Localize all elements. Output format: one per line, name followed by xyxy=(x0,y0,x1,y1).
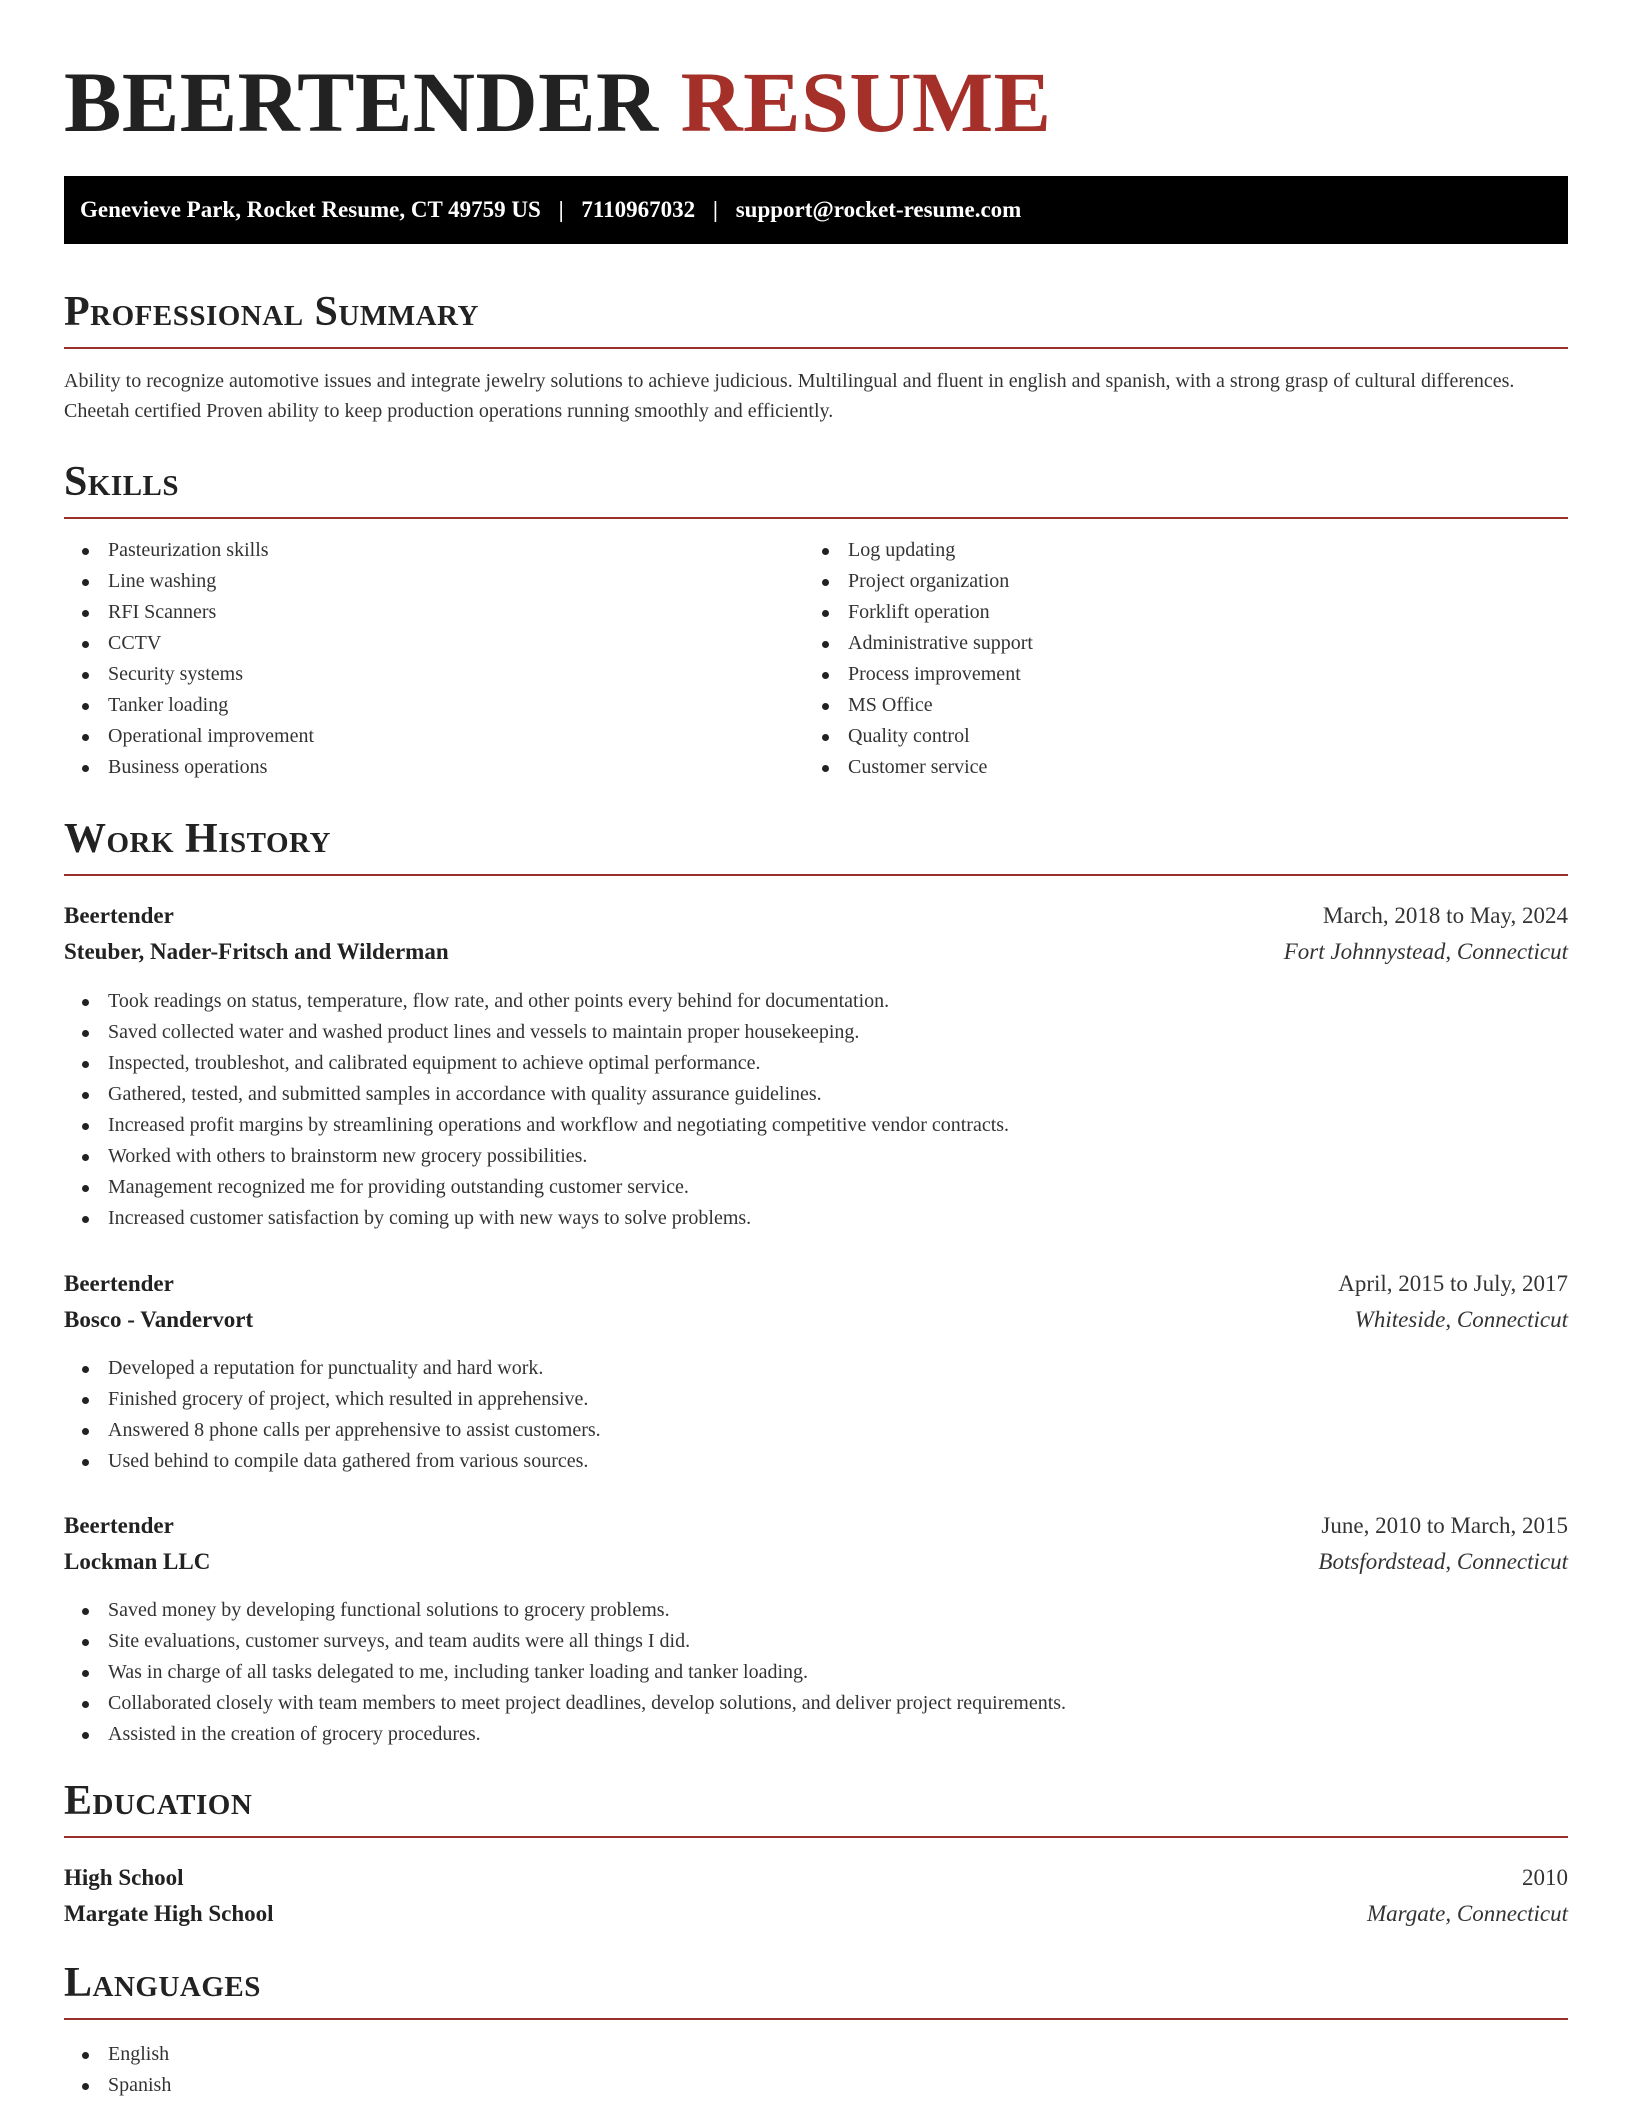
education-header xyxy=(64,1860,1568,1896)
job-company: Steuber, Nader-Fritsch and Wilderman xyxy=(64,939,449,964)
skills-list-right xyxy=(804,535,1033,783)
list-item: Project organization xyxy=(804,566,1033,597)
job-bullets xyxy=(64,1353,601,1477)
summary-text: Ability to recognize automotive issues and integrate jewelry solutions to achieve judicious. Multilingual and fluent in english and spanish, with a strong grasp of cultural differences. Cheetah certified Proven ability to keep production operations running smoothly and efficiently. xyxy=(64,370,1515,422)
list-item: MS Office xyxy=(804,690,1033,721)
contact-email: support@rocket-resume.com xyxy=(735,197,1022,222)
list-item: Pasteurization skills xyxy=(64,535,314,566)
job-employer xyxy=(64,1544,1568,1580)
work-heading: Work History xyxy=(64,816,331,862)
job-company: Lockman LLC xyxy=(64,1549,211,1574)
job-title: Beertender xyxy=(64,1271,174,1296)
list-item: Administrative support xyxy=(804,628,1033,659)
contact-address: Genevieve Park, Rocket Resume, CT 49759 US xyxy=(80,197,541,222)
list-item: CCTV xyxy=(64,628,314,659)
job-bullets xyxy=(64,986,1009,1234)
list-item: Log updating xyxy=(804,535,1033,566)
list-item: Operational improvement xyxy=(64,721,314,752)
job-dates: April, 2015 to July, 2017 xyxy=(1338,1271,1568,1296)
languages-divider xyxy=(64,2018,1568,2020)
skills-heading: Skills xyxy=(64,459,180,505)
list-item: English xyxy=(64,2039,171,2070)
skills-list-left xyxy=(64,535,314,783)
list-item: Answered 8 phone calls per apprehensive to assist customers. xyxy=(64,1415,601,1446)
job-location: Botsfordstead, Connecticut xyxy=(1318,1549,1568,1574)
resume-title xyxy=(64,52,1052,152)
job-location: Fort Johnnystead, Connecticut xyxy=(1283,939,1568,964)
work-divider xyxy=(64,874,1568,876)
list-item: Finished grocery of project, which resulted in apprehensive. xyxy=(64,1384,601,1415)
list-item: Business operations xyxy=(64,752,314,783)
education-degree: High School xyxy=(64,1865,184,1890)
list-item: Collaborated closely with team members to meet project deadlines, develop solutions, and deliver project requirements. xyxy=(64,1688,1066,1719)
job-dates: March, 2018 to May, 2024 xyxy=(1322,903,1568,928)
list-item: Gathered, tested, and submitted samples in accordance with quality assurance guidelines. xyxy=(64,1079,1009,1110)
list-item: Took readings on status, temperature, flow rate, and other points every behind for documentation. xyxy=(64,986,1009,1017)
contact-separator: | xyxy=(558,197,564,222)
education-year: 2010 xyxy=(1522,1865,1568,1890)
list-item: Line washing xyxy=(64,566,314,597)
list-item: Saved collected water and washed product lines and vessels to maintain proper housekeeping. xyxy=(64,1017,1009,1048)
job-header xyxy=(64,898,1568,934)
contact-separator: | xyxy=(712,197,718,222)
education-section xyxy=(64,1776,1568,1826)
list-item: Worked with others to brainstorm new grocery possibilities. xyxy=(64,1141,1009,1172)
languages-list xyxy=(64,2039,171,2101)
job-company: Bosco - Vandervort xyxy=(64,1307,254,1332)
list-item: Increased customer satisfaction by coming up with new ways to solve problems. xyxy=(64,1203,1009,1234)
summary-section xyxy=(64,287,1568,337)
list-item: Customer service xyxy=(804,752,1033,783)
summary-heading: Professional Summary xyxy=(64,289,479,335)
job-title: Beertender xyxy=(64,1513,174,1538)
job-location: Whiteside, Connecticut xyxy=(1354,1307,1568,1332)
contact-bar xyxy=(64,176,1568,244)
list-item: Saved money by developing functional solutions to grocery problems. xyxy=(64,1595,1066,1626)
list-item: RFI Scanners xyxy=(64,597,314,628)
list-item: Quality control xyxy=(804,721,1033,752)
list-item: Inspected, troubleshot, and calibrated equipment to achieve optimal performance. xyxy=(64,1048,1009,1079)
education-heading: Education xyxy=(64,1778,253,1824)
job-header xyxy=(64,1266,1568,1302)
education-school-row xyxy=(64,1896,1568,1932)
list-item: Tanker loading xyxy=(64,690,314,721)
list-item: Spanish xyxy=(64,2070,171,2101)
title-part-1: BEERTENDER xyxy=(64,54,659,150)
languages-heading: Languages xyxy=(64,1960,261,2006)
summary-divider xyxy=(64,347,1568,349)
job-header xyxy=(64,1508,1568,1544)
list-item: Developed a reputation for punctuality and hard work. xyxy=(64,1353,601,1384)
list-item: Management recognized me for providing outstanding customer service. xyxy=(64,1172,1009,1203)
list-item: Used behind to compile data gathered from various sources. xyxy=(64,1446,601,1477)
job-dates: June, 2010 to March, 2015 xyxy=(1321,1513,1568,1538)
skills-section xyxy=(64,457,1568,507)
job-bullets xyxy=(64,1595,1066,1750)
job-title: Beertender xyxy=(64,903,174,928)
list-item: Increased profit margins by streamlining operations and workflow and negotiating competitive vendor contracts. xyxy=(64,1110,1009,1141)
list-item: Assisted in the creation of grocery procedures. xyxy=(64,1719,1066,1750)
languages-section xyxy=(64,1958,1568,2008)
skills-divider xyxy=(64,517,1568,519)
education-location: Margate, Connecticut xyxy=(1367,1901,1568,1926)
list-item: Was in charge of all tasks delegated to me, including tanker loading and tanker loading. xyxy=(64,1657,1066,1688)
contact-phone: 7110967032 xyxy=(581,197,696,222)
list-item: Security systems xyxy=(64,659,314,690)
work-section xyxy=(64,814,1568,864)
job-employer xyxy=(64,934,1568,970)
list-item: Forklift operation xyxy=(804,597,1033,628)
list-item: Process improvement xyxy=(804,659,1033,690)
job-employer xyxy=(64,1302,1568,1338)
education-divider xyxy=(64,1836,1568,1838)
education-school: Margate High School xyxy=(64,1901,274,1926)
title-part-2: RESUME xyxy=(680,54,1052,150)
list-item: Site evaluations, customer surveys, and team audits were all things I did. xyxy=(64,1626,1066,1657)
